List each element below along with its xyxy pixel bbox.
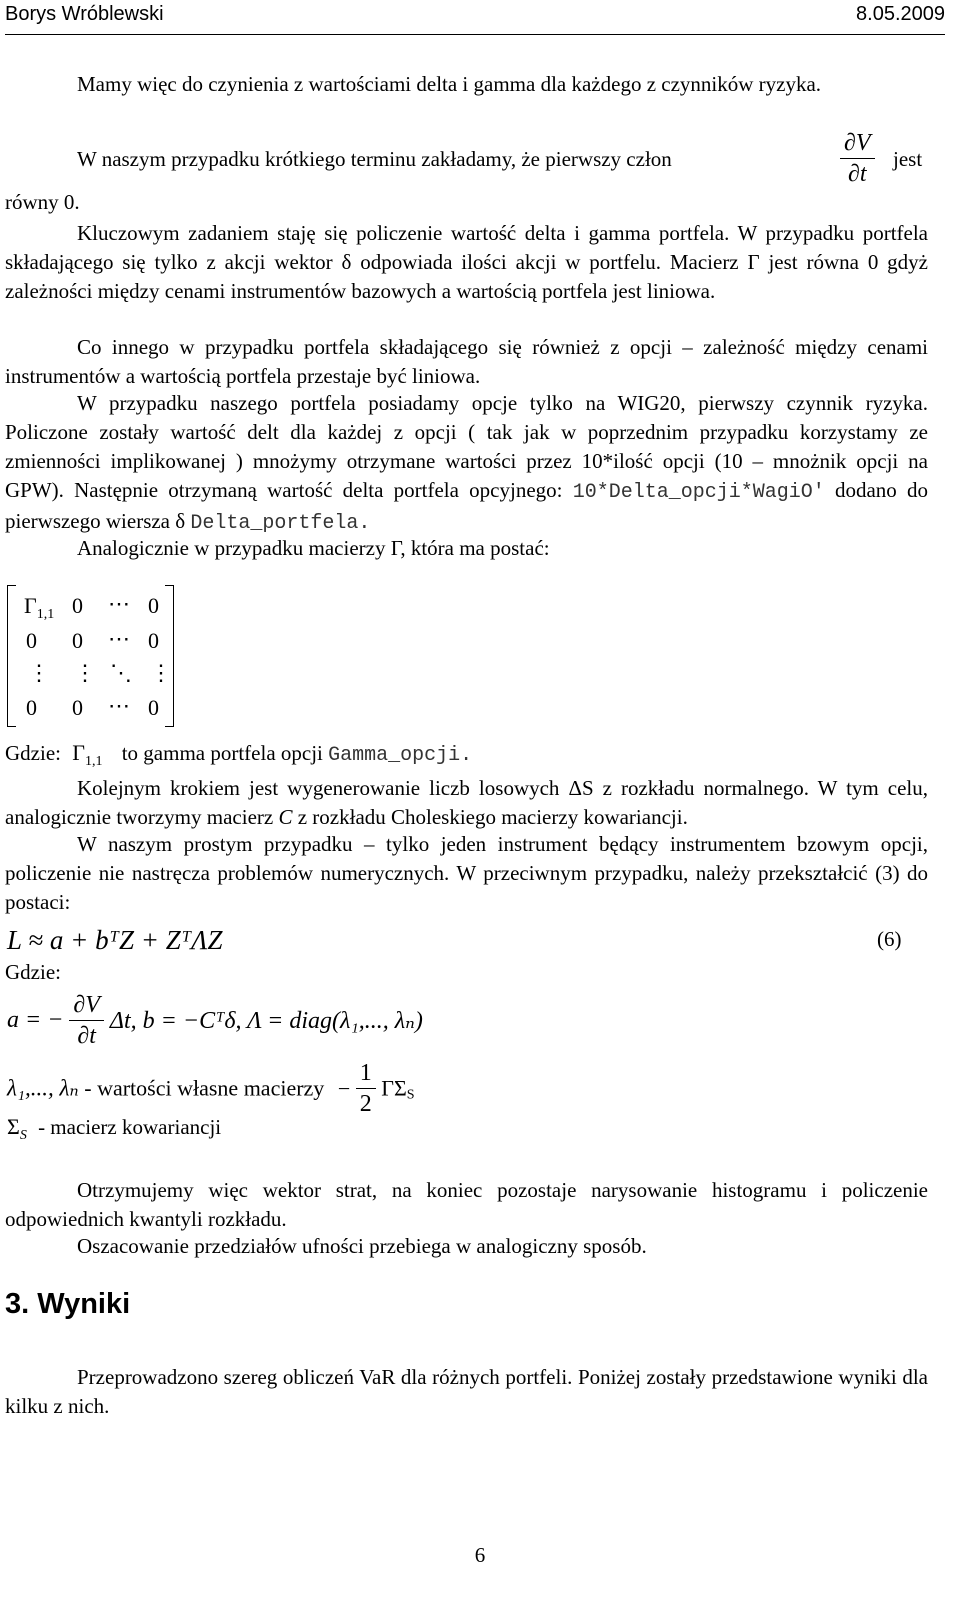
partial-fraction: $\frac{\partial V}{\partial t}$	[840, 128, 875, 189]
code-delta-opcji: 10*Delta_opcji*WagiO'	[572, 481, 825, 504]
paragraph-9: Otrzymujemy więc wektor strat, na koniec pozostaje narysowanie histogramu i policzenie odpowiednich kwantyli rozkładu.	[5, 1178, 928, 1231]
equation-lambda: λ₁,..., λₙ - wartości własne macierzy − $\frac{1}{2}$ $\Gamma\Sigma_S$	[7, 1060, 415, 1117]
paragraph-5: W przypadku naszego portfela posiadamy opcje tylko na WIG20, pierwszy czynnik ryzyka. Policzone zostały wartość delt dla każdej z opcji ( tak jak w poprzednim przypadku korzystamy ze zmienności implikowanej ) mnożymy otrzymane wartości przez 10*ilość opcji (10 – mnożnik opcji na GPW). Następnie otrzymaną wartość delta portfela opcyjnego: 10*Delta_opcji*WagiO' dodano do pierwszego wiersza δ Delta_portfela.	[5, 391, 929, 535]
header-author: Borys Wróblewski	[5, 3, 164, 25]
equation-6: L ≈ a + bᵀZ + ZᵀΛZ	[7, 925, 223, 955]
gamma-matrix: $\Gamma_{1,1}$ 0 ⋯ 0 0 0 ⋯ 0 ⋮ ⋮ ⋱ ⋮ 0 0 ⋯ 0	[7, 585, 174, 727]
equation-number-6: (6)	[877, 927, 902, 951]
page-header	[5, 0, 945, 35]
paragraph-4: Co innego w przypadku portfela składającego się również z opcji – zależność między cenami instrumentów a wartością portfela przestaje być liniowa.	[5, 335, 928, 388]
paragraph-11: Przeprowadzono szereg obliczeń VaR dla różnych portfeli. Poniżej zostały przedstawione wyniki dla kilku z nich.	[5, 1365, 928, 1418]
equation-a: a = − $\frac{\partial V}{\partial t}$ Δt, b = −Cᵀδ, Λ = diag(λ₁,..., λₙ)	[7, 992, 423, 1049]
equation-sigma: $\Sigma_S$ - macierz kowariancji	[7, 1114, 222, 1143]
paragraph-7: Kolejnym krokiem jest wygenerowanie liczb losowych ΔS z rozkładu normalnego. W tym celu, analogicznie tworzymy macierz C z rozkładu Choleskiego macierzy kowariancji.	[5, 776, 929, 829]
paragraph-10: Oszacowanie przedziałów ufności przebiega w analogiczny sposób.	[77, 1234, 647, 1258]
gdzie-label: Gdzie:	[5, 960, 61, 984]
paragraph-6: Analogicznie w przypadku macierzy Γ, która ma postać:	[77, 536, 550, 560]
paragraph-1: Mamy więc do czynienia z wartościami delta i gamma dla każdego z czynników ryzyka.	[77, 72, 822, 96]
document-page: Borys Wróblewski 8.05.2009 Mamy więc do czynienia z wartościami delta i gamma dla każdego z czynników ryzyka. W naszym przypadku krótkiego terminu zakładamy, że pierwszy człon $\frac{\partial V}{\partial t}$ jest równy 0. Kluczowym zadaniem staję się policzenie wartość delta i gamma portfela. W przypadku portfela składającego się tylko z akcji wektor δ odpowiada ilości akcji w portfelu. Macierz Γ jest równa 0 gdyż zależności między cenami instrumentów bazowych a wartością portfela jest liniowa. Co innego w przypadku portfela składającego się również z opcji – zależność między cenami instrumentów a wartością portfela przestaje być liniowa. W przypadku naszego portfela posiadamy opcje tylko na WIG20, pierwszy czynnik ryzyka. Policzone zostały wartość delt dla każdej z opcji ( tak jak w poprzednim przypadku korzystamy ze zmienności implikowanej ) mnożymy otrzymane wartości przez 10*ilość opcji (10 – mnożnik opcji na GPW). Następnie otrzymaną wartość delta portfela opcyjnego: 10*Delta_opcji*WagiO' dodano do pierwszego wiersza δ Delta_portfela. Analogicznie w przypadku macierzy Γ, która ma postać: $\Gamma_{1,1}$ 0 ⋯ 0 0 0 ⋯ 0 ⋮ ⋮ ⋱ ⋮ 0 0 ⋯ 0 Gdzie: $\Gamma_{1,1}$ to gamma portfela opcji Gamma_opcji. Kolejnym krokiem jest wygenerowanie liczb losowych ΔS z rozkładu normalnego. W tym celu, analogicznie tworzymy macierz C z rozkładu Choleskiego macierzy kowariancji. W naszym prostym przypadku – tylko jeden instrument będący instrumentem bzowym opcji, policzenie nie nastręcza problemów numerycznych. W przeciwnym przypadku, należy przekształcić (3) do postaci: L ≈ a + bᵀZ + ZᵀΛZ (6) Gdzie: a = − $\frac{\partial V}{\partial t}$ Δt, b = −Cᵀδ, Λ = diag(λ₁,..., λₙ) λ₁,..., λₙ - wartości własne macierzy − $\frac{1}{2}$ $\Gamma\Sigma_S$ $\Sigma_S$ - macierz kowariancji Otrzymujemy więc wektor strat, na koniec pozostaje narysowanie histogramu i policzenie odpowiednich kwantyli rozkładu. Oszacowanie przedziałów ufności przebiega w analogiczny sposób. 3. Wyniki Przeprowadzono szereg obliczeń VaR dla różnych portfeli. Poniżej zostały przedstawione wyniki dla kilku z nich. 6	[0, 0, 960, 1613]
gdzie-gamma-line: Gdzie: $\Gamma_{1,1}$ to gamma portfela opcji Gamma_opcji.	[5, 740, 473, 769]
header-date: 8.05.2009	[856, 3, 945, 25]
page-number: 6	[474, 1543, 486, 1567]
section-heading: 3. Wyniki	[5, 1288, 131, 1320]
paragraph-3: Kluczowym zadaniem staję się policzenie wartość delta i gamma portfela. W przypadku portfela składającego się tylko z akcji wektor δ odpowiada ilości akcji w portfelu. Macierz Γ jest równa 0 gdyż zależności między cenami instrumentów bazowych a wartością portfela jest liniowa.	[5, 221, 928, 303]
paragraph-8: W naszym prostym przypadku – tylko jeden instrument będący instrumentem bzowym opcji, policzenie nie nastręcza problemów numerycznych. W przeciwnym przypadku, należy przekształcić (3) do postaci:	[5, 832, 928, 914]
code-delta-portfela: Delta_portfela.	[190, 512, 371, 535]
